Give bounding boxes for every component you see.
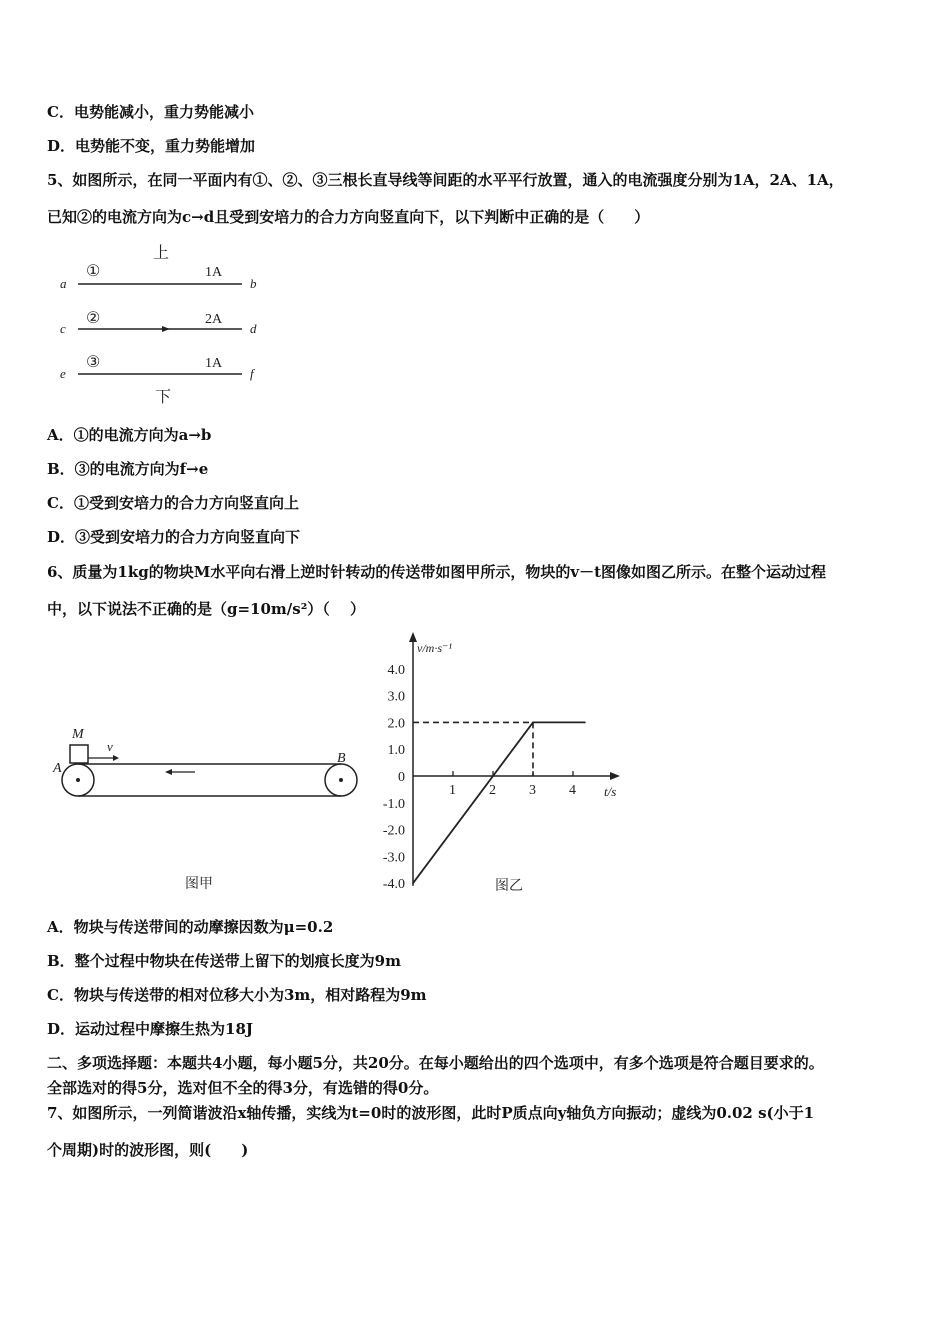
x-tick-label: 4: [569, 783, 576, 798]
q5-option-b: B．③的电流方向为f→e: [47, 460, 209, 478]
x-axis-arrow-icon: [610, 772, 620, 780]
series-line-v: [413, 722, 585, 883]
mass-label: M: [72, 727, 84, 742]
y-tick-label: 2.0: [387, 716, 405, 732]
q5-stem-line1: 5、如图所示，在同一平面内有①、②、③三根长直导线等间距的水平平行放置，通入的电流强度分别为1A，2A、1A，: [47, 171, 844, 189]
x-tick-label: 3: [529, 783, 536, 798]
fig-b-caption: 图乙: [495, 879, 523, 894]
y-tick-label: 3.0: [387, 689, 405, 705]
y-tick-label: -1.0: [382, 796, 405, 812]
wire-3: [60, 354, 256, 381]
wire-1-right-label: b: [250, 276, 257, 291]
wire-3-left-label: e: [60, 366, 66, 381]
x-tick-label: 1: [449, 783, 456, 798]
y-tick-label: -4.0: [382, 877, 405, 893]
y-tick-label: -3.0: [382, 850, 405, 866]
wire-2-current: 2A: [205, 312, 223, 327]
x-axis-label: t/s: [604, 784, 617, 799]
wire-1-left-label: a: [60, 276, 67, 291]
q5-option-a: A．①的电流方向为a→b: [47, 426, 212, 444]
pulley-b-label: B: [337, 751, 346, 766]
q5-stem-line2: 已知②的电流方向为c→d且受到安培力的合力方向竖直向下，以下判断中正确的是（ ）: [47, 208, 650, 226]
q4-option-c: C．电势能减小，重力势能减小: [47, 103, 254, 121]
wire-1-number: ①: [86, 263, 101, 280]
data-point: [532, 722, 534, 724]
q6-option-a: A．物块与传送带间的动摩擦因数为μ=0.2: [47, 918, 334, 936]
wire-1-current: 1A: [205, 265, 223, 280]
q5-option-c: C．①受到安培力的合力方向竖直向上: [47, 494, 299, 512]
data-point: [584, 722, 586, 724]
q6-option-b: B．整个过程中物块在传送带上留下的划痕长度为9m: [47, 952, 401, 970]
fig-a-caption: 图甲: [185, 877, 213, 892]
wire-3-number: ③: [86, 354, 101, 371]
wire-2: [60, 310, 257, 336]
belt-direction-arrow-icon: [165, 769, 172, 775]
q4-option-d: D．电势能不变，重力势能增加: [47, 137, 256, 155]
q6-option-c: C．物块与传送带的相对位移大小为3m，相对路程为9m: [47, 986, 427, 1004]
y-axis-label: v/m·s⁻¹: [417, 641, 452, 655]
section2-line1: 二、多项选择题：本题共4小题，每小题5分，共20分。在每小题给出的四个选项中，有多个选项是符合题目要求的。: [47, 1054, 824, 1072]
q7-stem-line1: 7、如图所示，一列简谐波沿x轴传播，实线为t=0时的波形图，此时P质点向y轴负方向振动；虚线为0.02 s(小于1: [47, 1104, 815, 1122]
wire-3-current: 1A: [205, 356, 223, 371]
velocity-arrow-icon: [113, 755, 119, 761]
wire-2-right-label: d: [250, 321, 257, 336]
y-tick-label: 4.0: [387, 662, 405, 678]
wire-2-number: ②: [86, 310, 101, 327]
q6-option-d: D．运动过程中摩擦生热为18J: [47, 1020, 253, 1038]
vt-chart: [360, 630, 630, 900]
pulley-a-label: A: [53, 761, 62, 776]
label-top: 上: [153, 245, 170, 262]
wire-3-right-label: f: [250, 366, 254, 381]
y-tick-label: 0: [398, 770, 405, 785]
section2-line2: 全部选对的得5分，选对但不全的得3分，有选错的得0分。: [47, 1079, 439, 1097]
data-point: [412, 882, 414, 884]
q5-wires-figure: [50, 238, 280, 408]
block-m: [70, 745, 88, 763]
y-axis-arrow-icon: [409, 632, 417, 642]
wire-2-left-label: c: [60, 321, 66, 336]
y-tick-label: -2.0: [382, 823, 405, 839]
label-bottom: 下: [155, 389, 172, 406]
conveyor-figure: [45, 720, 365, 900]
arrow-icon: [162, 326, 170, 332]
x-tick-label: 2: [489, 783, 496, 798]
wire-1: [60, 263, 257, 291]
velocity-label: v: [107, 739, 113, 754]
q6-stem-line2: 中，以下说法不正确的是（g=10m/s²）（ ）: [47, 600, 366, 618]
q5-option-d: D．③受到安培力的合力方向竖直向下: [47, 528, 301, 546]
q6-stem-line1: 6、质量为1kg的物块M水平向右滑上逆时针转动的传送带如图甲所示，物块的v－t图像如图乙所示。在整个运动过程: [47, 563, 827, 581]
q7-stem-line2: 个周期)时的波形图，则( ): [47, 1141, 249, 1159]
y-tick-label: 1.0: [387, 743, 405, 759]
